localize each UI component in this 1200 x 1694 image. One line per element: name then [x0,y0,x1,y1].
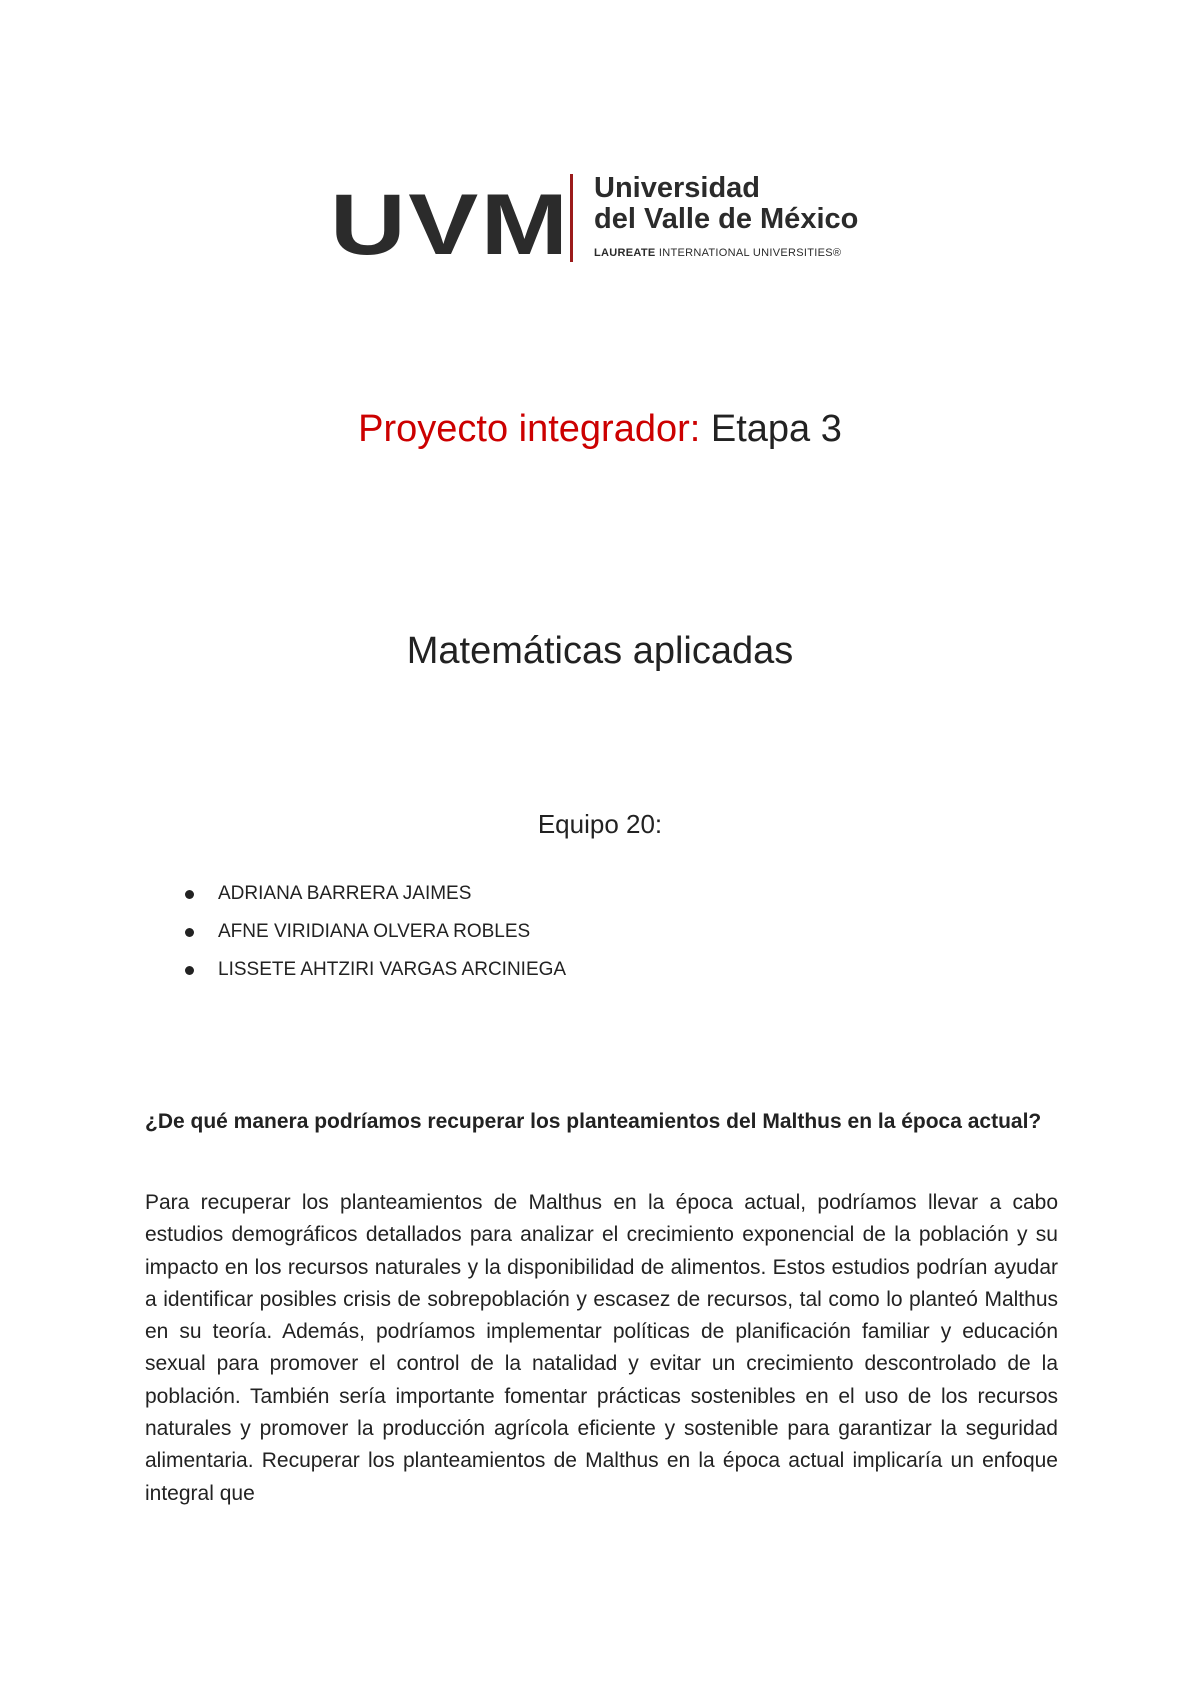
bullet-icon [185,966,194,975]
list-item [185,875,566,913]
bullet-icon [185,928,194,937]
member-name: AFNE VIRIDIANA OLVERA ROBLES [218,921,531,942]
list-item [185,913,566,951]
logo-tagline [594,246,841,260]
question-heading: ¿De qué manera podríamos recuperar los planteamientos del Malthus en la época actual? [145,1110,1042,1133]
member-name: ADRIANA BARRERA JAIMES [218,883,472,904]
document-title [0,406,1200,452]
title-dark-part: Etapa 3 [710,408,842,450]
title-red-part: Proyecto integrador: [358,408,701,450]
team-label: Equipo 20: [537,809,663,839]
logo-tagline-bold: LAUREATE [594,247,656,259]
body-paragraph: Para recuperar los planteamientos de Malthus en la época actual, podríamos llevar a cabo estudios demográficos detallados para analizar el crecimiento exponencial de la población y su impacto en los recursos naturales y la disponibilidad de alimentos. Estos estudios podrían ayudar a identificar posibles crisis de sobrepoblación y escasez de recursos, tal como lo planteó Malthus en su teoría. Además, podríamos implementar políticas de planificación familiar y educación sexual para promover el control de la natalidad y evitar un crecimiento descontrolado de la población. También sería importante fomentar prácticas sostenibles en el uso de los recursos naturales y promover la producción agrícola eficiente y sostenible para garantizar la seguridad alimentaria. Recuperar los planteamientos de Malthus en la época actual implicaría un enfoque integral que [145,1191,1058,1505]
team-members-list [185,875,566,989]
university-logo [330,170,890,273]
logo-mark: UVM [330,177,571,273]
logo-divider [570,174,573,262]
subject-title: Matemáticas aplicadas [406,630,794,672]
logo-tagline-rest: INTERNATIONAL UNIVERSITIES® [655,247,842,259]
bullet-icon [185,890,194,899]
member-name: LISSETE AHTZIRI VARGAS ARCINIEGA [218,959,567,980]
logo-name-line2: del Valle de México [594,203,859,235]
logo-name-line1: Universidad [594,172,760,204]
list-item [185,951,566,989]
